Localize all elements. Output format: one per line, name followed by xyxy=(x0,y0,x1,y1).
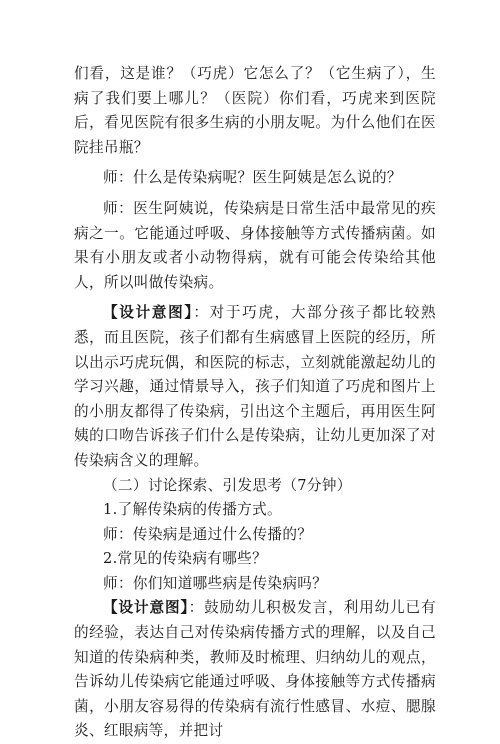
paragraph-intro: 们看，这是谁？（巧虎）它怎么了？（它生病了），生病了我们要上哪儿？（医院）你们看，巧虎来到医院后，看见医院有很多生病的小朋友呢。为什么他们在医院挂吊瓶？ xyxy=(74,65,436,156)
paragraph-design-intent-2 xyxy=(74,596,436,744)
document-page xyxy=(74,62,436,744)
paragraph-teacher-explanation: 师：医生阿姨说，传染病是日常生活中最常见的疾病之一。它能通过呼吸、身体接触等方式传播病菌。如果有小朋友或者小动物得病，就有可能会传染给其他人，所以叫做传染病。 xyxy=(74,199,436,291)
section-heading: （二）讨论探索、引发思考（7分钟） xyxy=(103,476,352,494)
paragraph-design-intent-1 xyxy=(74,301,436,473)
design-intent-text: ：鼓励幼儿积极发言，利用幼儿已有的经验，表达自己对传染病传播方式的理解，以及自己知道的传染病种类，教师及时梳理、归纳幼儿的观点，告诉幼儿传染病它能通过呼吸、身体接触等方式传播病菌，小朋友容易得的传染病有流行性感冒、水痘、腮腺炎、红眼病等，并把讨 xyxy=(74,599,436,740)
design-intent-label: 【设计意图】 xyxy=(103,304,194,322)
teacher-question-transmission: 师：传染病是通过什么传播的？ xyxy=(103,525,313,543)
item-2: 2.常见的传染病有哪些？ xyxy=(103,550,268,568)
item-1: 1.了解传染病的传播方式。 xyxy=(103,501,283,519)
teacher-question-types: 师：你们知道哪些病是传染病吗？ xyxy=(103,574,328,592)
design-intent-text: ：对于巧虎，大部分孩子都比较熟悉，而且医院，孩子们都有生病感冒上医院的经历，所以出示巧虎玩偶，和医院的标志，立刻就能激起幼儿的学习兴趣，通过情景导入，孩子们知道了巧虎和图片上的小朋友都得了传染病，引出这个主题后，再用医生阿姨的口吻告诉孩子们什么是传染病，让幼儿更加深了对传染病含义的理解。 xyxy=(74,304,436,469)
design-intent-label: 【设计意图】 xyxy=(103,599,189,617)
paragraph-teacher-question: 师：什么是传染病呢？医生阿姨是怎么说的？ xyxy=(103,169,402,187)
